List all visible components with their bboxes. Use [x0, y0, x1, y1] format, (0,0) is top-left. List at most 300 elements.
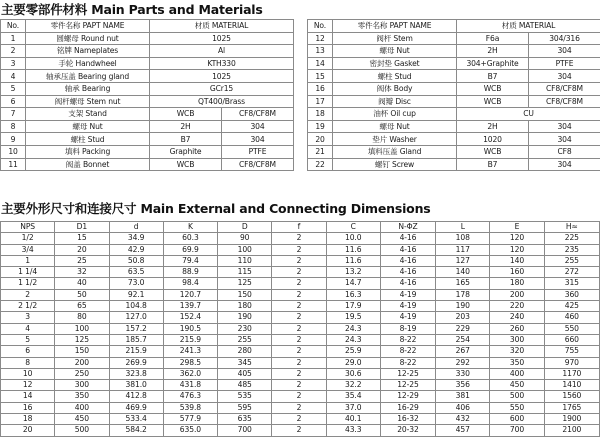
materials-header-row: [308, 20, 600, 33]
table-cell: 1900: [544, 414, 599, 425]
table-cell: 2: [272, 414, 326, 425]
table-row: [308, 45, 600, 58]
table-cell: 32: [55, 267, 109, 278]
table-cell: 5: [1, 334, 55, 345]
materials-left-body: [1, 32, 294, 171]
part-number-cell: 17: [308, 95, 333, 108]
part-name-cell: 轴承压盖 Bearing gland: [26, 70, 150, 83]
material-cell: 2H: [150, 120, 222, 133]
part-number-cell: 4: [1, 70, 26, 83]
part-name-cell: 螺柱 Stud: [26, 133, 150, 146]
part-number-cell: 8: [1, 120, 26, 133]
part-name-cell: 油杯 Oil cup: [333, 108, 457, 121]
material-cell: WCB: [457, 145, 529, 158]
header-part-name: 零件名称 PAPT NAME: [26, 20, 150, 33]
table-cell: 160: [490, 267, 544, 278]
table-row: [1, 70, 294, 83]
part-name-cell: 密封垫 Gasket: [333, 57, 457, 70]
materials-title: 主要零部件材料 Main Parts and Materials: [1, 2, 263, 17]
table-row: [1, 82, 294, 95]
material-alt-cell: CF8/CF8M: [529, 95, 600, 108]
table-cell: 2: [272, 357, 326, 368]
material-alt-cell: PTFE: [529, 57, 600, 70]
part-name-cell: 阀盖 Bonnet: [26, 158, 150, 171]
table-cell: 73.0: [109, 278, 163, 289]
materials-header-row: [1, 20, 294, 33]
table-cell: 215.9: [163, 334, 217, 345]
part-name-cell: 螺钉 Screw: [333, 158, 457, 171]
table-cell: 110: [218, 255, 272, 266]
table-cell: 2: [272, 346, 326, 357]
material-cell: 2H: [457, 120, 529, 133]
material-alt-cell: 304: [529, 120, 600, 133]
material-alt-cell: 304: [222, 120, 294, 133]
table-cell: 20: [55, 244, 109, 255]
table-row: [1, 323, 600, 334]
materials-table-right: [307, 19, 600, 171]
part-number-cell: 2: [1, 45, 26, 58]
materials-table-left: [0, 19, 294, 171]
table-cell: 3: [1, 312, 55, 323]
table-cell: 4-19: [380, 289, 435, 300]
part-number-cell: 7: [1, 108, 26, 121]
table-cell: 225: [544, 233, 599, 244]
material-cell: B7: [457, 158, 529, 171]
table-cell: 4-16: [380, 255, 435, 266]
table-cell: 584.2: [109, 425, 163, 436]
table-cell: 63.5: [109, 267, 163, 278]
table-cell: 2: [272, 368, 326, 379]
table-cell: 255: [544, 255, 599, 266]
table-cell: 2: [272, 278, 326, 289]
table-row: [1, 120, 294, 133]
table-cell: 8-19: [380, 323, 435, 334]
table-cell: 700: [218, 425, 272, 436]
table-cell: 356: [436, 380, 490, 391]
table-cell: 635: [218, 414, 272, 425]
part-number-cell: 10: [1, 145, 26, 158]
table-cell: 381: [436, 391, 490, 402]
table-cell: 115: [218, 267, 272, 278]
table-cell: 8: [1, 357, 55, 368]
table-cell: 16-32: [380, 414, 435, 425]
table-row: [1, 391, 600, 402]
table-cell: 180: [218, 301, 272, 312]
table-cell: 11.6: [326, 255, 380, 266]
table-cell: 12-29: [380, 391, 435, 402]
table-cell: 970: [544, 357, 599, 368]
header-part-name: 零件名称 PAPT NAME: [333, 20, 457, 33]
table-cell: 412.8: [109, 391, 163, 402]
header-no: No.: [1, 20, 26, 33]
table-cell: 65: [55, 301, 109, 312]
table-cell: 140: [490, 255, 544, 266]
table-row: [1, 255, 600, 266]
table-cell: 4-16: [380, 267, 435, 278]
part-number-cell: 12: [308, 32, 333, 45]
table-cell: 315: [544, 278, 599, 289]
table-cell: 127.0: [109, 312, 163, 323]
table-cell: 34.9: [109, 233, 163, 244]
column-header: H≈: [544, 222, 599, 233]
table-cell: 88.9: [163, 267, 217, 278]
table-row: [308, 108, 600, 121]
table-cell: 25.9: [326, 346, 380, 357]
table-cell: 406: [436, 402, 490, 413]
part-name-cell: 手轮 Handwheel: [26, 57, 150, 70]
table-cell: 32.2: [326, 380, 380, 391]
part-number-cell: 13: [308, 45, 333, 58]
table-row: [308, 82, 600, 95]
table-cell: 4-16: [380, 244, 435, 255]
table-cell: 500: [490, 391, 544, 402]
table-cell: 460: [544, 312, 599, 323]
part-name-cell: 螺母 Nut: [26, 120, 150, 133]
table-cell: 125: [218, 278, 272, 289]
part-number-cell: 18: [308, 108, 333, 121]
material-cell: B7: [150, 133, 222, 146]
table-cell: 550: [490, 402, 544, 413]
table-cell: 20-32: [380, 425, 435, 436]
table-cell: 14: [1, 391, 55, 402]
table-row: [308, 70, 600, 83]
material-alt-cell: PTFE: [222, 145, 294, 158]
column-header: N-ΦZ: [380, 222, 435, 233]
material-cell: WCB: [150, 108, 222, 121]
table-cell: 37.0: [326, 402, 380, 413]
table-cell: 600: [490, 414, 544, 425]
part-number-cell: 16: [308, 82, 333, 95]
part-name-cell: 填料压盖 Gland: [333, 145, 457, 158]
table-cell: 2: [272, 244, 326, 255]
table-cell: 2: [272, 301, 326, 312]
material-cell: KTH330: [150, 57, 294, 70]
table-cell: 2: [272, 255, 326, 266]
part-number-cell: 19: [308, 120, 333, 133]
material-alt-cell: CF8/CF8M: [222, 108, 294, 121]
table-cell: 215.9: [109, 346, 163, 357]
table-row: [1, 334, 600, 345]
table-cell: 20: [1, 425, 55, 436]
material-alt-cell: CF8: [529, 145, 600, 158]
table-cell: 125: [55, 334, 109, 345]
table-cell: 8-22: [380, 334, 435, 345]
table-cell: 24.3: [326, 334, 380, 345]
part-name-cell: 支架 Stand: [26, 108, 150, 121]
part-number-cell: 21: [308, 145, 333, 158]
table-row: [1, 32, 294, 45]
material-cell: QT400/Brass: [150, 95, 294, 108]
material-cell: 1020: [457, 133, 529, 146]
table-cell: 431.8: [163, 380, 217, 391]
header-no: No.: [308, 20, 333, 33]
table-row: [1, 301, 600, 312]
part-number-cell: 11: [1, 158, 26, 171]
table-row: [1, 402, 600, 413]
table-cell: 140: [436, 267, 490, 278]
material-alt-cell: 304: [529, 133, 600, 146]
table-cell: 272: [544, 267, 599, 278]
materials-right-body: [308, 32, 600, 171]
table-cell: 362.0: [163, 368, 217, 379]
table-cell: 405: [218, 368, 272, 379]
part-number-cell: 3: [1, 57, 26, 70]
table-cell: 139.7: [163, 301, 217, 312]
table-row: [308, 95, 600, 108]
table-cell: 92.1: [109, 289, 163, 300]
table-cell: 79.4: [163, 255, 217, 266]
table-cell: 330: [436, 368, 490, 379]
table-cell: 298.5: [163, 357, 217, 368]
table-cell: 12: [1, 380, 55, 391]
dimensions-title: 主要外形尺寸和连接尺寸 Main External and Connecting Dimensions: [1, 201, 431, 216]
part-name-cell: 垫片 Washer: [333, 133, 457, 146]
table-cell: 180: [490, 278, 544, 289]
table-cell: 1560: [544, 391, 599, 402]
table-cell: 2 1/2: [1, 301, 55, 312]
table-cell: 2: [272, 391, 326, 402]
table-row: [1, 368, 600, 379]
table-cell: 200: [490, 289, 544, 300]
table-cell: 30.6: [326, 368, 380, 379]
table-cell: 42.9: [109, 244, 163, 255]
table-cell: 185.7: [109, 334, 163, 345]
table-cell: 1 1/2: [1, 278, 55, 289]
table-cell: 8-22: [380, 357, 435, 368]
material-cell: WCB: [457, 95, 529, 108]
table-cell: 18: [1, 414, 55, 425]
table-row: [1, 357, 600, 368]
table-cell: 457: [436, 425, 490, 436]
table-cell: 500: [55, 425, 109, 436]
table-cell: 269.9: [109, 357, 163, 368]
material-cell: F6a: [457, 32, 529, 45]
table-cell: 19.5: [326, 312, 380, 323]
table-cell: 550: [544, 323, 599, 334]
table-cell: 260: [490, 323, 544, 334]
table-row: [308, 57, 600, 70]
table-cell: 267: [436, 346, 490, 357]
table-cell: 152.4: [163, 312, 217, 323]
table-cell: 1170: [544, 368, 599, 379]
header-material: 材质 MATERIAL: [150, 20, 294, 33]
table-cell: 90: [218, 233, 272, 244]
table-cell: 755: [544, 346, 599, 357]
table-cell: 476.3: [163, 391, 217, 402]
table-cell: 2: [272, 267, 326, 278]
table-cell: 50.8: [109, 255, 163, 266]
column-header: D1: [55, 222, 109, 233]
table-row: [308, 158, 600, 171]
table-cell: 10.0: [326, 233, 380, 244]
table-cell: 360: [544, 289, 599, 300]
header-material: 材质 MATERIAL: [457, 20, 600, 33]
table-cell: 300: [55, 380, 109, 391]
table-cell: 16.3: [326, 289, 380, 300]
table-row: [1, 278, 600, 289]
column-header: D: [218, 222, 272, 233]
part-number-cell: 6: [1, 95, 26, 108]
part-name-cell: 螺柱 Stud: [333, 70, 457, 83]
table-cell: 6: [1, 346, 55, 357]
table-cell: 1410: [544, 380, 599, 391]
table-row: [308, 32, 600, 45]
table-cell: 240: [490, 312, 544, 323]
material-alt-cell: 304: [529, 158, 600, 171]
part-name-cell: 阀体 Body: [333, 82, 457, 95]
material-cell: Graphite: [150, 145, 222, 158]
part-name-cell: 铭牌 Nameplates: [26, 45, 150, 58]
table-cell: 12-25: [380, 380, 435, 391]
table-cell: 100: [218, 244, 272, 255]
table-cell: 203: [436, 312, 490, 323]
table-cell: 16-29: [380, 402, 435, 413]
material-cell: 2H: [457, 45, 529, 58]
table-cell: 300: [490, 334, 544, 345]
material-alt-cell: 304: [222, 133, 294, 146]
table-row: [1, 414, 600, 425]
table-cell: 535: [218, 391, 272, 402]
table-cell: 120: [490, 244, 544, 255]
table-cell: 190: [218, 312, 272, 323]
table-cell: 11.6: [326, 244, 380, 255]
table-cell: 15: [55, 233, 109, 244]
table-row: [1, 57, 294, 70]
part-name-cell: 填料 Packing: [26, 145, 150, 158]
table-cell: 660: [544, 334, 599, 345]
table-cell: 280: [218, 346, 272, 357]
table-row: [1, 267, 600, 278]
table-cell: 2: [272, 334, 326, 345]
table-cell: 104.8: [109, 301, 163, 312]
material-alt-cell: CF8/CF8M: [529, 82, 600, 95]
table-cell: 700: [490, 425, 544, 436]
table-row: [1, 145, 294, 158]
part-name-cell: 圆螺母 Round nut: [26, 32, 150, 45]
column-header: L: [436, 222, 490, 233]
table-row: [1, 95, 294, 108]
column-header: C: [326, 222, 380, 233]
material-alt-cell: 304: [529, 45, 600, 58]
table-cell: 595: [218, 402, 272, 413]
table-cell: 320: [490, 346, 544, 357]
table-cell: 8-22: [380, 346, 435, 357]
table-cell: 350: [490, 357, 544, 368]
part-number-cell: 5: [1, 82, 26, 95]
column-header: f: [272, 222, 326, 233]
table-cell: 2: [272, 323, 326, 334]
part-name-cell: 阀瓣 Disc: [333, 95, 457, 108]
table-cell: 16: [1, 402, 55, 413]
material-cell: WCB: [457, 82, 529, 95]
table-cell: 157.2: [109, 323, 163, 334]
table-cell: 1: [1, 255, 55, 266]
table-cell: 13.2: [326, 267, 380, 278]
table-cell: 10: [1, 368, 55, 379]
table-row: [1, 312, 600, 323]
table-cell: 108: [436, 233, 490, 244]
table-cell: 469.9: [109, 402, 163, 413]
table-cell: 35.4: [326, 391, 380, 402]
part-number-cell: 15: [308, 70, 333, 83]
table-cell: 345: [218, 357, 272, 368]
part-name-cell: 阀杆 Stem: [333, 32, 457, 45]
table-cell: 292: [436, 357, 490, 368]
table-row: [1, 289, 600, 300]
table-cell: 2: [272, 289, 326, 300]
table-cell: 14.7: [326, 278, 380, 289]
table-cell: 4-19: [380, 312, 435, 323]
part-number-cell: 1: [1, 32, 26, 45]
table-cell: 150: [55, 346, 109, 357]
part-number-cell: 9: [1, 133, 26, 146]
table-cell: 12-25: [380, 368, 435, 379]
table-cell: 254: [436, 334, 490, 345]
table-cell: 2: [272, 425, 326, 436]
table-cell: 165: [436, 278, 490, 289]
table-cell: 190: [436, 301, 490, 312]
table-cell: 100: [55, 323, 109, 334]
table-cell: 635.0: [163, 425, 217, 436]
column-header: d: [109, 222, 163, 233]
material-cell: Al: [150, 45, 294, 58]
table-cell: 98.4: [163, 278, 217, 289]
material-cell: 304+Graphite: [457, 57, 529, 70]
table-cell: 190.5: [163, 323, 217, 334]
table-cell: 255: [218, 334, 272, 345]
table-cell: 425: [544, 301, 599, 312]
table-cell: 539.8: [163, 402, 217, 413]
table-cell: 4-19: [380, 301, 435, 312]
table-cell: 2: [272, 233, 326, 244]
material-alt-cell: 304/316: [529, 32, 600, 45]
table-cell: 250: [55, 368, 109, 379]
table-cell: 485: [218, 380, 272, 391]
table-cell: 432: [436, 414, 490, 425]
table-cell: 69.9: [163, 244, 217, 255]
table-cell: 450: [55, 414, 109, 425]
table-cell: 2: [272, 312, 326, 323]
table-cell: 400: [55, 402, 109, 413]
table-cell: 29.0: [326, 357, 380, 368]
table-row: [1, 158, 294, 171]
table-row: [308, 120, 600, 133]
table-row: [308, 145, 600, 158]
material-cell: B7: [457, 70, 529, 83]
table-cell: 60.3: [163, 233, 217, 244]
table-cell: 381.0: [109, 380, 163, 391]
table-cell: 178: [436, 289, 490, 300]
column-header: E: [490, 222, 544, 233]
table-cell: 127: [436, 255, 490, 266]
table-row: [1, 108, 294, 121]
table-cell: 40.1: [326, 414, 380, 425]
table-row: [1, 233, 600, 244]
table-cell: 200: [55, 357, 109, 368]
table-cell: 17.9: [326, 301, 380, 312]
table-row: [1, 425, 600, 436]
table-cell: 25: [55, 255, 109, 266]
dimensions-body: [1, 233, 600, 436]
table-cell: 2: [272, 402, 326, 413]
table-cell: 323.8: [109, 368, 163, 379]
material-alt-cell: CF8/CF8M: [222, 158, 294, 171]
table-cell: 450: [490, 380, 544, 391]
table-cell: 150: [218, 289, 272, 300]
column-header: K: [163, 222, 217, 233]
table-row: [1, 380, 600, 391]
table-cell: 4-16: [380, 278, 435, 289]
